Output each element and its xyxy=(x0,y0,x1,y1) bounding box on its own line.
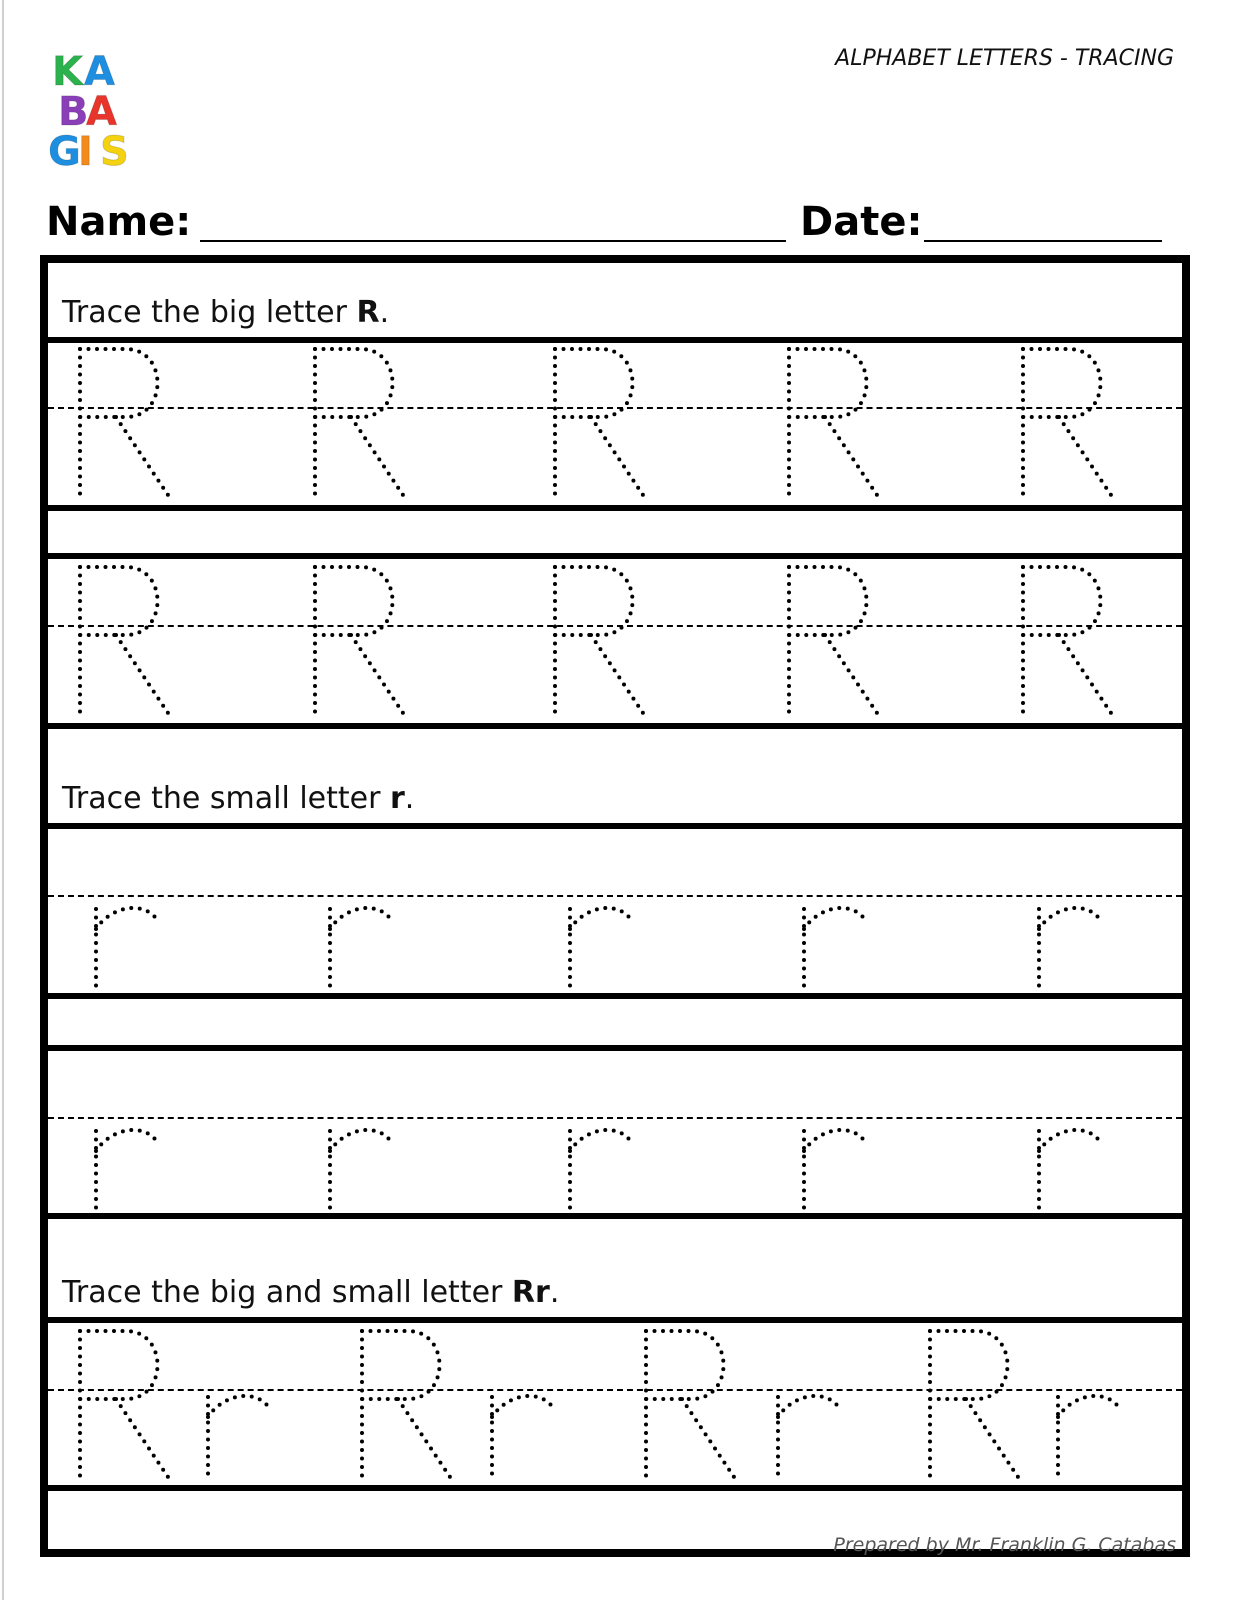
divider xyxy=(48,337,1182,343)
trace-letter-r[interactable] xyxy=(566,1125,638,1217)
divider xyxy=(48,823,1182,829)
divider xyxy=(48,723,1182,729)
divider xyxy=(48,1317,1182,1323)
trace-letter-R[interactable] xyxy=(1019,345,1119,505)
trace-letter-R[interactable] xyxy=(926,1327,1026,1487)
instruction-big-letter: Trace the big letter R. xyxy=(62,295,390,330)
instruction-big-and-small-letter: Trace the big and small letter Rr. xyxy=(62,1275,560,1310)
midline-guide xyxy=(48,895,1182,897)
trace-letter-r[interactable] xyxy=(1035,1125,1107,1217)
page-edge xyxy=(2,0,4,1600)
divider xyxy=(48,553,1182,559)
trace-letter-r[interactable] xyxy=(1035,903,1107,995)
trace-letter-r[interactable] xyxy=(488,1391,560,1483)
trace-letter-R[interactable] xyxy=(1019,563,1119,723)
trace-letter-r[interactable] xyxy=(774,1391,846,1483)
tracing-sheet xyxy=(40,255,1190,1557)
trace-letter-R[interactable] xyxy=(76,1327,176,1487)
trace-letter-R[interactable] xyxy=(785,345,885,505)
footer-credit: Prepared by Mr. Franklin G. Catabas xyxy=(833,1534,1176,1556)
date-label: Date: xyxy=(800,199,923,245)
trace-letter-r[interactable] xyxy=(92,1125,164,1217)
trace-letter-r[interactable] xyxy=(326,1125,398,1217)
trace-letter-R[interactable] xyxy=(76,345,176,505)
name-label: Name: xyxy=(46,199,192,245)
trace-letter-r[interactable] xyxy=(1054,1391,1126,1483)
divider xyxy=(48,505,1182,511)
worksheet-title: ALPHABET LETTERS - TRACING xyxy=(835,46,1174,71)
trace-letter-R[interactable] xyxy=(551,345,651,505)
trace-letter-R[interactable] xyxy=(785,563,885,723)
trace-letter-R[interactable] xyxy=(311,563,411,723)
trace-letter-r[interactable] xyxy=(566,903,638,995)
trace-letter-r[interactable] xyxy=(204,1391,276,1483)
name-field[interactable] xyxy=(200,240,786,242)
trace-letter-R[interactable] xyxy=(311,345,411,505)
instruction-small-letter: Trace the small letter r. xyxy=(62,781,415,816)
midline-guide xyxy=(48,1117,1182,1119)
trace-letter-R[interactable] xyxy=(358,1327,458,1487)
kabagis-logo: K A B A G I S xyxy=(48,49,127,175)
divider xyxy=(48,1045,1182,1051)
trace-letter-r[interactable] xyxy=(800,1125,872,1217)
trace-letter-R[interactable] xyxy=(551,563,651,723)
trace-letter-r[interactable] xyxy=(92,903,164,995)
trace-letter-r[interactable] xyxy=(800,903,872,995)
date-field[interactable] xyxy=(924,240,1162,242)
trace-letter-r[interactable] xyxy=(326,903,398,995)
trace-letter-R[interactable] xyxy=(76,563,176,723)
trace-letter-R[interactable] xyxy=(642,1327,742,1487)
